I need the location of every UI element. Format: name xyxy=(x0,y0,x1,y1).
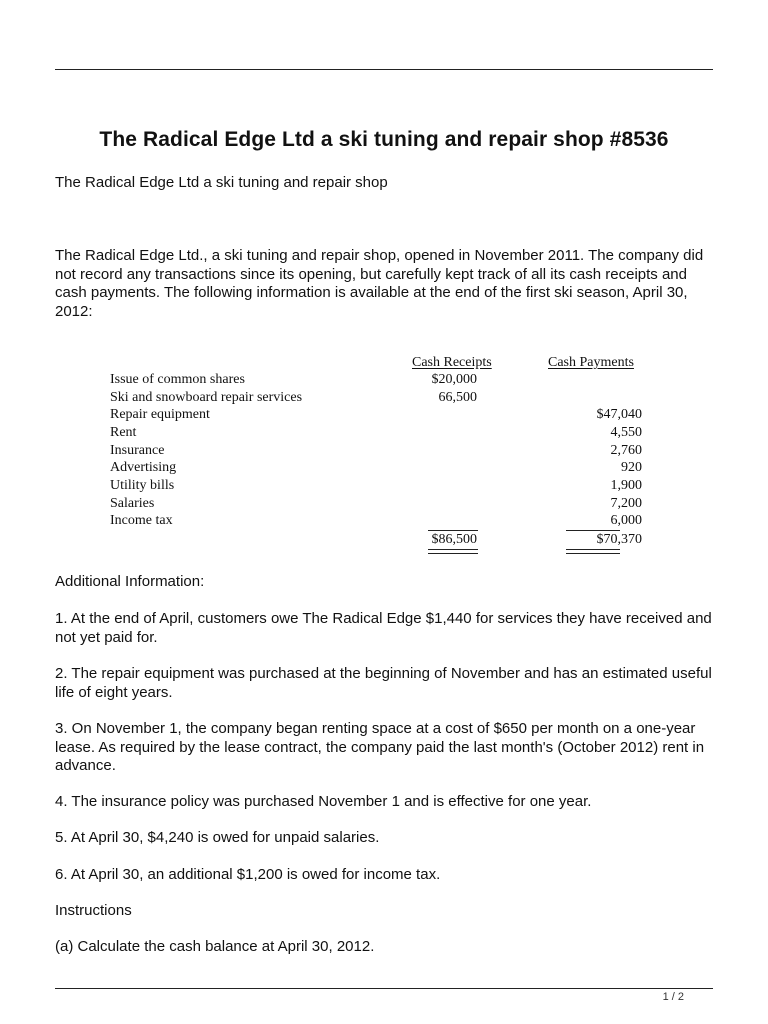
row-label: Issue of common shares xyxy=(110,372,245,387)
document-title: The Radical Edge Ltd a ski tuning and repair shop #8536 xyxy=(99,128,669,151)
info-item-3: 3. On November 1, the company began renting space at a cost of $650 per month on a one-year lease. As required by the lease contract, the company paid the last month's (October 2012) rent in advance. xyxy=(55,720,705,774)
info-item-2: 2. The repair equipment was purchased at the beginning of November and has an estimated useful life of eight years. xyxy=(55,665,712,701)
info-item-4: 4. The insurance policy was purchased November 1 and is effective for one year. xyxy=(55,793,592,810)
payments-subtotal-rule xyxy=(566,530,620,531)
cash-receipts-header: Cash Receipts xyxy=(412,355,492,370)
instructions-heading: Instructions xyxy=(55,902,132,919)
row-label: Insurance xyxy=(110,443,165,458)
row-label: Repair equipment xyxy=(110,407,210,422)
intro-paragraph: The Radical Edge Ltd., a ski tuning and repair shop, opened in November 2011. The company did not record any transactions since its opening, but carefully kept track of all its cash receipts and cash payments. The following information is available at the end of the first ski season, April 30, 2012: xyxy=(55,247,704,320)
payment-value: 6,000 xyxy=(610,513,642,528)
receipt-value: $20,000 xyxy=(431,372,477,387)
page-number: 1 / 2 xyxy=(662,991,684,1003)
row-label: Ski and snowboard repair services xyxy=(110,390,303,405)
additional-info-heading: Additional Information: xyxy=(55,573,205,590)
info-item-1: 1. At the end of April, customers owe The Radical Edge $1,440 for services they have received and not yet paid for. xyxy=(55,610,712,646)
table-row xyxy=(110,372,670,390)
table-row xyxy=(110,443,670,461)
table-row xyxy=(110,513,670,531)
instruction-a: (a) Calculate the cash balance at April 30, 2012. xyxy=(55,938,375,955)
bottom-rule xyxy=(55,988,713,989)
top-rule xyxy=(55,69,713,70)
table-row xyxy=(110,478,670,496)
cash-table xyxy=(110,354,670,554)
receipts-subtotal-rule xyxy=(428,530,478,531)
row-label: Rent xyxy=(110,425,137,440)
payment-value: 920 xyxy=(621,460,642,475)
receipt-value: 66,500 xyxy=(438,390,477,405)
cash-payments-header: Cash Payments xyxy=(548,355,634,370)
receipts-double-rule xyxy=(428,549,478,554)
table-row xyxy=(110,496,670,514)
receipts-total: $86,500 xyxy=(431,532,477,547)
row-label: Salaries xyxy=(110,496,155,511)
subtitle: The Radical Edge Ltd a ski tuning and repair shop xyxy=(55,174,388,191)
table-row xyxy=(110,407,670,425)
info-item-6: 6. At April 30, an additional $1,200 is owed for income tax. xyxy=(55,866,441,883)
payments-double-rule xyxy=(566,549,620,554)
payment-value: 7,200 xyxy=(610,496,642,511)
row-label: Advertising xyxy=(110,460,177,475)
row-label: Utility bills xyxy=(110,478,175,493)
payments-total: $70,370 xyxy=(596,532,642,547)
table-row xyxy=(110,425,670,443)
row-label: Income tax xyxy=(110,513,173,528)
payment-value: 4,550 xyxy=(610,425,642,440)
info-item-5: 5. At April 30, $4,240 is owed for unpaid salaries. xyxy=(55,829,380,846)
table-row xyxy=(110,460,670,478)
payment-value: $47,040 xyxy=(596,407,642,422)
payment-value: 2,760 xyxy=(610,443,642,458)
payment-value: 1,900 xyxy=(610,478,642,493)
table-row xyxy=(110,390,670,408)
